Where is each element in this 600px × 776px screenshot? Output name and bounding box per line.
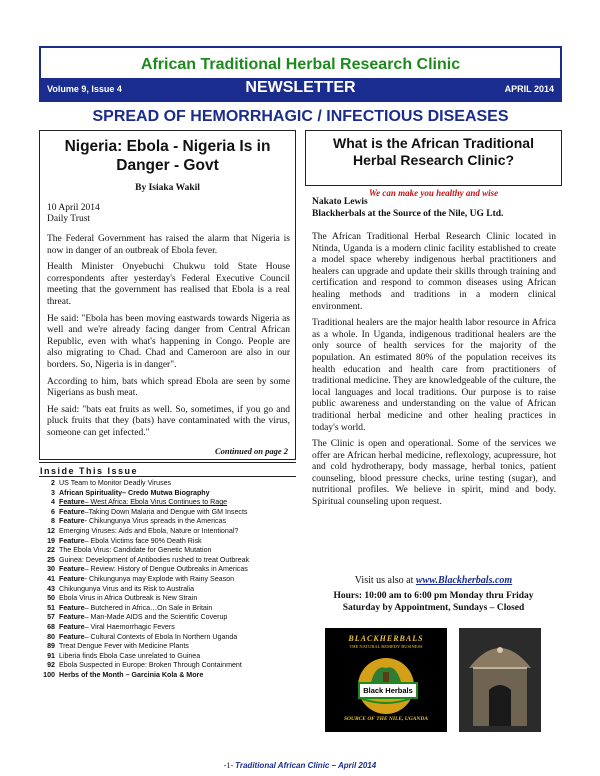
toc-page-number: 68	[47, 622, 55, 631]
article-byline: By Isiaka Wakil	[135, 183, 200, 193]
toc-title: - Chikungunya may Explode with Rainy Season	[84, 574, 235, 583]
continued-link[interactable]: Continued on page 2	[215, 446, 288, 456]
toc-title: – Cultural Contexts of Ebola In Northern Uganda	[84, 632, 238, 641]
toc-item[interactable]	[38, 565, 300, 575]
toc-item[interactable]	[38, 661, 300, 671]
toc-item[interactable]	[38, 613, 300, 623]
newsletter-label: NEWSLETTER	[245, 79, 356, 96]
author-block	[312, 196, 503, 220]
hours-weekend: Saturday by Appointment, Sundays – Closed	[342, 603, 525, 613]
paragraph: The African Traditional Herbal Research Clinic located in Ntinda, Uganda is a modern clinic facility established to create a model space whereby indigenous herbal practitioners and healers can upgrade and update their skills through training and certification and respond to common diseases using African healing methods and traditions in a modern clinical environment.	[312, 232, 556, 312]
divider	[39, 476, 296, 477]
toc-item[interactable]	[38, 594, 300, 604]
toc-title: –Taking Down Malaria and Dengue with GM Insects	[84, 507, 248, 516]
inside-issue-heading: Inside This Issue	[40, 466, 139, 476]
logo-tagline: THE NATURAL REMEDY BUSINESS	[349, 644, 423, 649]
toc-category: Feature	[59, 498, 85, 507]
toc-category: Feature	[59, 536, 85, 545]
toc-title: – Credo Mutwa Biography	[122, 488, 210, 497]
blackherbals-logo	[325, 628, 447, 732]
toc-item[interactable]	[38, 604, 300, 614]
toc-title: – Butchered in Africa…On Sale in Britain	[84, 603, 213, 612]
author-affiliation: Blackherbals at the Source of the Nile, UG Ltd.	[312, 209, 504, 219]
left-article-title: Nigeria: Ebola - Nigeria Is in Danger - Govt	[64, 138, 271, 174]
toc-page-number: 57	[47, 613, 55, 622]
toc-title: The Ebola Virus: Candidate for Genetic Mutation	[59, 546, 212, 555]
toc-category: Feature	[59, 632, 85, 641]
right-article-box	[305, 130, 562, 186]
right-article-title: What is the African Traditional Herbal Research Clinic?	[333, 135, 534, 168]
toc-title: – Review: History of Dengue Outbreaks in Americas	[84, 565, 248, 574]
toc-title: Emerging Viruses: Aids and Ebola, Nature or Intentional?	[59, 526, 239, 535]
toc-title: Guinea: Development of Antibodies rushed to treat Outbreak	[59, 555, 250, 564]
website-link[interactable]: www.Blackherbals.com	[415, 575, 513, 586]
left-article-body	[47, 234, 290, 445]
article-source: Daily Trust	[47, 214, 91, 224]
toc-title: Herbs of the Month – Garcinia Kola & More	[59, 670, 204, 679]
toc-category: African Spirituality	[59, 488, 123, 497]
toc-item[interactable]	[38, 527, 300, 537]
shrine-illustration	[459, 628, 541, 732]
toc-page-number: 19	[47, 536, 55, 545]
table-of-contents	[38, 479, 300, 680]
toc-page-number: 22	[47, 546, 55, 555]
toc-item[interactable]	[38, 671, 300, 681]
toc-item[interactable]	[38, 489, 300, 499]
toc-item[interactable]	[38, 556, 300, 566]
article-date: 10 April 2014	[47, 203, 100, 213]
paragraph: Health Minister Onyebuchi Chukwu told State House correspondents after yesterday's Federal Executive Council meeting that the government has realised that Ebola is a real threat.	[47, 262, 290, 307]
toc-item[interactable]	[38, 537, 300, 547]
toc-category: Feature	[59, 517, 85, 526]
toc-title: Chikungunya Virus and its Risk to Australia	[59, 584, 195, 593]
paragraph: Traditional healers are the major health labor resource in Africa as a whole. In Uganda, indigenous traditional healers are the only source of health services for the majority of the population. An estimated 80% of the population receives its health education and health care from practitioners of traditional medicine. They are knowledgeable of the culture, the local languages and local traditions. Our purpose is to raise public awareness and understanding on the value of African traditional herbal medicine and other healing practices in today's world.	[312, 318, 556, 433]
toc-item[interactable]	[38, 508, 300, 518]
logo-top-text: BLACKHERBALS	[348, 634, 424, 643]
toc-page-number: 51	[47, 603, 55, 612]
toc-item[interactable]	[38, 623, 300, 633]
toc-page-number: 80	[47, 632, 55, 641]
toc-item[interactable]	[38, 546, 300, 556]
toc-item[interactable]	[38, 479, 300, 489]
toc-title: – Ebola Victims face 90% Death Risk	[84, 536, 202, 545]
right-article-subtitle: We can make you healthy and wise	[368, 188, 499, 198]
hours-weekday: Hours: 10:00 am to 6:00 pm Monday thru Friday	[333, 591, 534, 601]
paragraph: He said: "Ebola has been moving eastwards towards Nigeria as well and we're already facing danger from Central African Republic, even with what's happening in Congo. People are also migrating to Chad. Chad and Cameroon are also in our borders. So, Nigeria is in danger".	[47, 313, 290, 370]
page-headline: SPREAD OF HEMORRHAGIC / INFECTIOUS DISEASES	[92, 108, 509, 125]
toc-page-number: 50	[47, 594, 55, 603]
toc-page-number: 92	[47, 661, 55, 670]
clinic-title: African Traditional Herbal Research Clinic	[140, 56, 461, 73]
page-number: -1-	[223, 761, 236, 770]
toc-page-number: 43	[47, 584, 55, 593]
shrine-photo	[459, 628, 541, 732]
page-footer	[0, 761, 600, 770]
visit-line	[305, 575, 562, 586]
toc-page-number: 100	[43, 670, 55, 679]
toc-page-number: 3	[51, 488, 55, 497]
toc-title: – West Africa: Ebola Virus Continues to Rage	[84, 498, 228, 507]
footer-title: Traditional African Clinic – April 2014	[235, 761, 377, 770]
paragraph: The Federal Government has raised the alarm that Nigeria is now in danger of an outbreak of Ebola fever.	[47, 234, 290, 256]
paragraph: He said: "bats eat fruits as well. So, sometimes, if you go and pluck fruits that they (bats) have contaminated with the virus, someone can get infected."	[47, 404, 290, 438]
toc-title: Liberia finds Ebola Case unrelated to Guinea	[59, 651, 201, 660]
logo-box-text: Black Herbals	[358, 682, 418, 699]
toc-title: - Chikungunya Virus spreads in the Americas	[84, 517, 227, 526]
paragraph: The Clinic is open and operational. Some of the services we offer are African herbal medicine, reflexology, acupressure, hot and cold hydrotherapy, body massage, herbal tonics, patient counseling, blood pressure checks, urine testing (sugar), and nutritional profiles. We believe in spirit, mind and body. Spiritual counseling upon request.	[312, 439, 556, 508]
toc-title: US Team to Monitor Deadly Viruses	[59, 479, 172, 487]
toc-item[interactable]	[38, 585, 300, 595]
toc-page-number: 12	[47, 526, 55, 535]
paragraph: According to him, bats which spread Ebola are seen by some Nigerians as bush meat.	[47, 376, 290, 399]
divider	[39, 462, 296, 463]
toc-category: Feature	[59, 574, 85, 583]
toc-title: – Viral Haemorrhagic Fevers	[84, 622, 175, 631]
toc-title: Treat Dengue Fever with Medicine Plants	[59, 642, 189, 651]
toc-item[interactable]	[38, 652, 300, 662]
toc-title: Ebola Virus in Africa Outbreak is New Strain	[59, 594, 198, 603]
toc-item[interactable]	[38, 633, 300, 643]
toc-item[interactable]	[38, 642, 300, 652]
toc-page-number: 41	[47, 574, 55, 583]
toc-item[interactable]	[38, 517, 300, 527]
toc-page-number: 6	[51, 507, 55, 516]
toc-item[interactable]	[38, 498, 300, 508]
toc-page-number: 91	[47, 651, 55, 660]
toc-page-number: 30	[47, 565, 55, 574]
hours-block	[305, 590, 562, 614]
toc-item[interactable]	[38, 575, 300, 585]
logo-bottom-text: SOURCE OF THE NILE, UGANDA	[343, 716, 429, 722]
author-name: Nakato Lewis	[312, 197, 368, 207]
toc-page-number: 8	[51, 517, 55, 526]
toc-category: Feature	[59, 565, 85, 574]
toc-category: Feature	[59, 507, 85, 516]
toc-page-number: 4	[51, 498, 55, 507]
volume-issue: Volume 9, Issue 4	[47, 84, 122, 94]
article-dateline	[47, 203, 100, 225]
right-article-body	[312, 232, 556, 514]
toc-category: Feature	[59, 603, 85, 612]
toc-category: Feature	[59, 613, 85, 622]
toc-title: – Man-Made AIDS and the Scientific Coverup	[84, 613, 228, 622]
masthead	[39, 46, 562, 102]
toc-title: Ebola Suspected in Europe: Broken Through Containment	[59, 661, 242, 670]
toc-page-number: 89	[47, 642, 55, 651]
visit-prefix: Visit us also at	[354, 575, 416, 586]
toc-page-number: 25	[47, 555, 55, 564]
masthead-bar	[41, 78, 560, 100]
issue-date: APRIL 2014	[504, 84, 554, 94]
toc-category: Feature	[59, 622, 85, 631]
toc-page-number: 2	[51, 479, 55, 487]
